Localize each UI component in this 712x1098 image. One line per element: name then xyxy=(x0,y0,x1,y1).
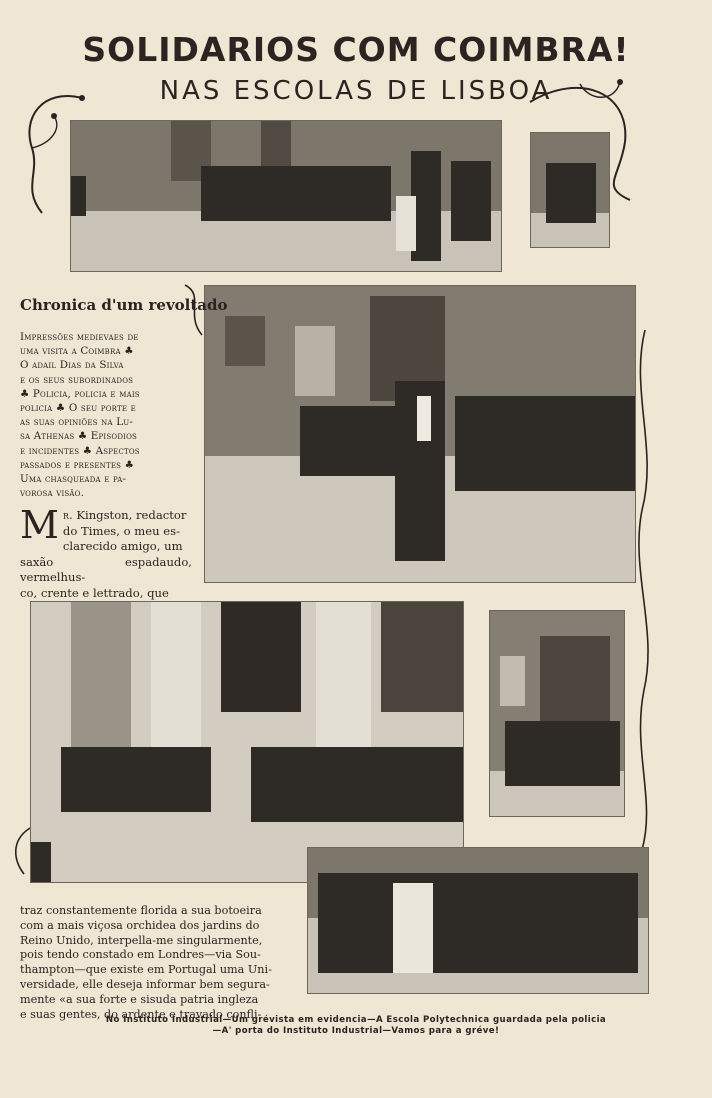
article-line: pois tendo constado em Londres—via Sou- xyxy=(20,948,261,962)
article-line: versidade, elle deseja informar bem segura- xyxy=(20,977,270,991)
article-line: e suas gentes, do ardente e travado confli- xyxy=(20,1007,262,1021)
summary-line: O adail Dias da Silva xyxy=(20,359,124,372)
photo-polytechnic-guarded xyxy=(30,601,464,883)
summary-line: sa Athenas ♣ Episodios xyxy=(20,430,138,443)
photo-march-to-strike xyxy=(307,847,649,994)
summary-line: e incidentes ♣ Aspectos xyxy=(20,444,140,457)
intro-smallcaps: r. xyxy=(62,508,73,522)
article-intro xyxy=(20,503,192,601)
article-line: thampton—que existe em Portugal uma Uni- xyxy=(20,963,272,977)
article-line: traz constantemente florida a sua botoeira xyxy=(20,904,262,917)
summary-line: Uma chasqueada e pa- xyxy=(20,473,127,486)
article-line: com a mais viçosa orchidea dos jardins do xyxy=(20,918,260,932)
summary-line: policia ♣ O seu porte e xyxy=(20,402,136,415)
summary-line: as suas opiniões na Lu- xyxy=(20,416,134,429)
section-summary xyxy=(20,330,184,500)
page-subtitle: NAS ESCOLAS DE LISBOA xyxy=(159,76,553,106)
photo-caption-line-2: —A' porta do Instituto Industrial—Vamos para a gréve! xyxy=(212,1026,500,1036)
summary-line: e os seus subordinados xyxy=(20,373,134,386)
intro-line: clarecido amigo, um xyxy=(62,539,183,553)
photo-institute-door xyxy=(489,610,625,817)
article-line: mente «a sua forte e sisuda patria ingleza xyxy=(20,992,259,1006)
photo-caption-line-1: No Instituto Industrial—Um grévista em evidencia—A Escola Polytechnica guardada pela policia xyxy=(105,1015,607,1025)
photo-street-crowd-top xyxy=(70,120,502,272)
photo-small-top-right xyxy=(530,132,610,248)
summary-line: passados e presentes ♣ xyxy=(20,458,135,471)
page-title: SOLIDARIOS COM COIMBRA! xyxy=(82,30,630,69)
photo-striker-in-focus xyxy=(204,285,636,583)
summary-line: uma visita a Coimbra ♣ xyxy=(20,345,134,358)
intro-line: Kingston, redactor xyxy=(76,508,187,522)
article-continuation xyxy=(20,904,300,1022)
summary-line: ♣ Policia, policia e mais xyxy=(20,387,140,400)
article-line: Reino Unido, interpella-me singularmente, xyxy=(20,933,263,947)
summary-line: vorosa visão. xyxy=(20,487,85,500)
summary-line: Impressões medievaes de xyxy=(20,331,139,343)
section-heading: Chronica d'um revoltado xyxy=(20,296,228,314)
intro-line: saxão espadaudo, vermelhus- xyxy=(20,554,192,584)
intro-line: co, crente e lettrado, que xyxy=(20,585,169,600)
drop-cap: M xyxy=(20,503,59,547)
intro-line: do Times, o meu es- xyxy=(62,523,181,538)
